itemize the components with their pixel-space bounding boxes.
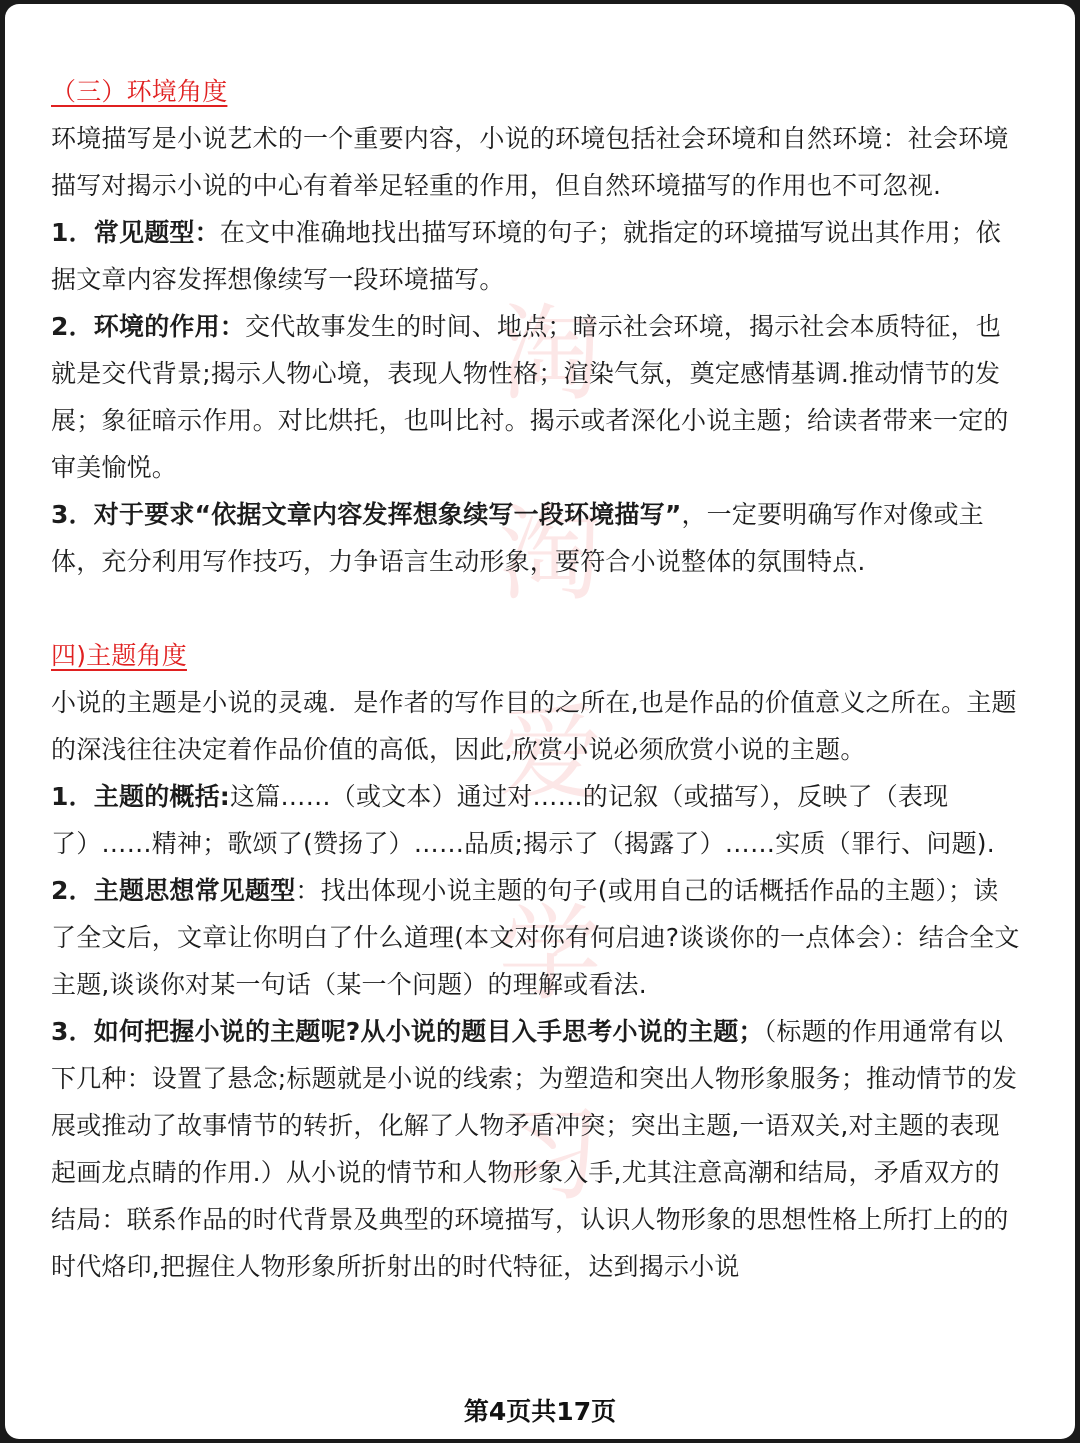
section3-item-1 — [51, 209, 1021, 303]
section4-heading-text: 四)主题角度 — [51, 641, 187, 670]
section-gap — [51, 585, 1021, 632]
section4-item-3 — [51, 1008, 1021, 1290]
section4-item-2 — [51, 867, 1021, 1008]
item-label: 3．对于要求“依据文章内容发挥想象续写一段环境描写” — [51, 500, 682, 529]
item-text: 交代故事发生的时间、地点；暗示社会环境，揭示社会本质特征，也就是交代背景;揭示人物心境，表现人物性格；渲染气氛，奠定感情基调.推动情节的发展；象征暗示作用。对比烘托，也叫比衬。揭示或者深化小说主题；给读者带来一定的审美愉悦。 — [51, 312, 1009, 482]
document-page — [5, 4, 1075, 1439]
item-text: ：找出体现小说主题的句子(或用自己的话概括作品的主题）；读了全文后，文章让你明白了什么道理(本文对你有何启迪?谈谈你的一点体会）：结合全文主题,谈谈你对某一句话（某一个问题）的理解或看法. — [51, 876, 1020, 999]
watermark-char: 学 — [497, 893, 602, 1015]
item-text: ，一定要明确写作对像或主体，充分利用写作技巧，力争语言生动形象，要符合小说整体的氛围特点. — [51, 500, 984, 576]
item-text: 在文中准确地找出描写环境的句子；就指定的环境描写说出其作用；依据文章内容发挥想像续写一段环境描写。 — [51, 218, 1001, 294]
section3-heading-text: （三）环境角度 — [51, 77, 228, 106]
section3-heading — [51, 68, 1021, 115]
item-label: 2．环境的作用： — [51, 312, 245, 341]
section4-item-1 — [51, 773, 1021, 867]
watermark-char: 爱 — [497, 693, 602, 815]
section4-intro: 小说的主题是小说的灵魂．是作者的写作目的之所在,也是作品的价值意义之所在。主题的深浅往往决定着作品价值的高低，因此,欣赏小说必须欣赏小说的主题。 — [51, 688, 1017, 764]
item-label: 3．如何把握小说的主题呢?从小说的题目入手思考小说的主题； — [51, 1017, 764, 1046]
section3-item-3 — [51, 491, 1021, 585]
page-content — [51, 68, 1021, 1290]
item-label: 2．主题思想常见题型 — [51, 876, 296, 905]
watermark-char: 淘 — [497, 493, 602, 615]
section3-intro: 环境描写是小说艺术的一个重要内容，小说的环境包括社会环境和自然环境：社会环境描写对揭示小说的中心有着举足轻重的作用，但自然环境描写的作用也不可忽视. — [51, 124, 1009, 200]
section4-heading — [51, 632, 1021, 679]
item-label: 1．主题的概括: — [51, 782, 230, 811]
section3-item-2 — [51, 303, 1021, 491]
watermark-char: 淘 — [497, 293, 602, 415]
item-text: （标题的作用通常有以下几种：设置了悬念;标题就是小说的线索；为塑造和突出人物形象服务；推动情节的发展或推动了故事情节的转折，化解了人物矛盾冲突；突出主题,一语双关,对主题的表现起画龙点睛的作用.）从小说的情节和人物形象入手,尤其注意高潮和结局，矛盾双方的结局：联系作品的时代背景及典型的环境描写，认识人物形象的思想性格上所打上的的时代烙印,把握住人物形象所折射出的时代特征，达到揭示小说 — [51, 1017, 1018, 1281]
page-number: 第4页共17页 — [463, 1397, 617, 1426]
item-text: 这篇……（或文本）通过对……的记叙（或描写），反映了（表现了）……精神；歌颂了(赞扬了）……品质;揭示了（揭露了）……实质（罪行、问题). — [51, 782, 995, 858]
item-label: 1．常见题型： — [51, 218, 220, 247]
watermark-char: 习 — [497, 1093, 602, 1215]
